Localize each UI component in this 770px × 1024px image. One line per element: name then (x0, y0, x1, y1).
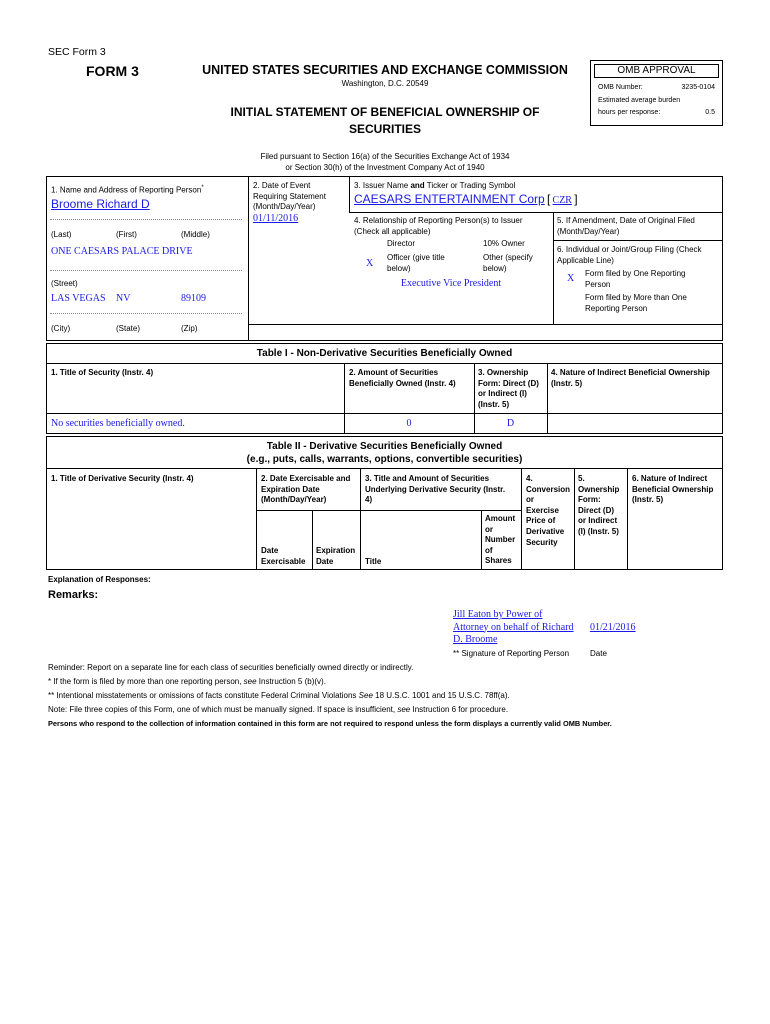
ten-percent-owner-label: 10% Owner (483, 239, 525, 248)
remarks-heading: Remarks: (48, 589, 99, 601)
explanation-of-responses: Explanation of Responses: (48, 575, 151, 584)
event-date-label: 2. Date of Event Requiring Statement (Month/Day/Year) (253, 181, 326, 211)
filed-pursuant-line2: or Section 30(h) of the Investment Company Act of 1940 (285, 163, 485, 172)
city-label: (City) (51, 324, 71, 333)
table2-sub-amount: Amount or Number of Shares (485, 514, 516, 565)
statement-title-line1: INITIAL STATEMENT OF BENEFICIAL OWNERSHIP OF (230, 105, 540, 119)
filing-type-label: 6. Individual or Joint/Group Filing (Check Applicable Line) (557, 245, 702, 265)
street-label: (Street) (51, 279, 78, 288)
omb-approval-box (590, 60, 723, 126)
signature-date-value: 01/21/2016 (590, 622, 636, 633)
statement-title-line2: SECURITIES (348, 122, 421, 136)
multiple-filer-note: * If the form is filed by more than one reporting person, see Instruction 5 (b)(v). (48, 677, 326, 686)
single-filer-checkmark: X (567, 273, 575, 284)
officer-checkmark: X (366, 258, 374, 269)
form-number: FORM 3 (86, 63, 139, 79)
single-filer-label: Form filed by One Reporting Person (585, 269, 686, 289)
last-name-label: (Last) (51, 230, 72, 239)
copies-note: Note: File three copies of this Form, one of which must be manually signed. If space is insufficient, see Instruction 6 for procedure. (48, 705, 509, 714)
omb-persons-note: Persons who respond to the collection of information contained in this form are not required to respond unless the form displays a currently valid OMB Number. (48, 719, 612, 728)
signature-value: Jill Eaton by Power of Attorney on behalf of Richard D. Broome (453, 609, 574, 645)
multiple-filer-label: Form filed by More than One Reporting Person (585, 293, 687, 313)
table2-sub-title: Title (365, 557, 382, 566)
omb-hours-value: 0.5 (705, 109, 715, 116)
relationship-label: 4. Relationship of Reporting Person(s) to Issuer (Check all applicable) (354, 216, 523, 236)
state-value: NV (116, 293, 131, 304)
issuer-ticker: CZR (552, 195, 572, 206)
agency-title: UNITED STATES SECURITIES AND EXCHANGE COMMISSION (202, 63, 568, 77)
issuer-name: CAESARS ENTERTAINMENT Corp (354, 192, 545, 206)
reporting-person-name: Broome Richard D (51, 197, 150, 211)
omb-hours-label: hours per response: (598, 109, 661, 116)
omb-number-label: OMB Number: (598, 84, 643, 91)
table2-col-ownership: 5. Ownership Form: Direct (D) or Indirect (I) (Instr. 5) (578, 474, 620, 536)
middle-name-label: (Middle) (181, 230, 210, 239)
table1-col-nature: 4. Nature of Indirect Beneficial Ownership (Instr. 5) (551, 368, 710, 388)
omb-burden-label: Estimated average burden (598, 97, 681, 104)
table2-col-title: 1. Title of Derivative Security (Instr. 4) (51, 474, 194, 483)
officer-label: Officer (give title below) (387, 253, 445, 273)
table2-col-dates: 2. Date Exercisable and Expiration Date (Month/Day/Year) (261, 474, 351, 504)
first-name-label: (First) (116, 230, 137, 239)
officer-title-value: Executive Vice President (400, 278, 502, 289)
table2-col-underlying: 3. Title and Amount of Securities Underlying Derivative Security (Instr. 4) (365, 474, 506, 504)
zip-value: 89109 (181, 293, 206, 304)
misstatement-note: ** Intentional misstatements or omissions of facts constitute Federal Criminal Violations See 18 U.S.C. 1001 and 15 U.S.C. 78ff(a). (48, 691, 510, 700)
event-date-value: 01/11/2016 (253, 213, 299, 224)
street-address-value: ONE CAESARS PALACE DRIVE (51, 246, 193, 257)
table1-title: Table I - Non-Derivative Securities Beneficially Owned (256, 348, 513, 359)
omb-number-value: 3235-0104 (681, 84, 715, 91)
omb-approval-title: OMB APPROVAL (594, 64, 719, 78)
signature-label: ** Signature of Reporting Person (453, 649, 570, 658)
table2-sub-date-exercisable: Date Exercisable (261, 546, 306, 566)
reminder-note: Reminder: Report on a separate line for each class of securities beneficially owned directly or indirectly. (48, 663, 414, 672)
table1-col-ownership: 3. Ownership Form: Direct (D) or Indirect (I) (Instr. 5) (478, 368, 539, 409)
table2-sub-expiration-date: Expiration Date (316, 546, 356, 566)
table1-row-amount: 0 (406, 418, 412, 429)
agency-location: Washington, D.C. 20549 (341, 79, 429, 88)
city-value: LAS VEGAS (51, 293, 106, 304)
issuer-name-row: CAESARS ENTERTAINMENT Corp [ CZR ] (354, 192, 578, 206)
amendment-label: 5. If Amendment, Date of Original Filed (Month/Day/Year) (557, 216, 695, 236)
sec-form-label: SEC Form 3 (48, 46, 106, 58)
table1-row-title: No securities beneficially owned. (51, 418, 185, 429)
table2-title: Table II - Derivative Securities Beneficially Owned (e.g., puts, calls, warrants, options, convertible securities) (246, 441, 523, 465)
table1-row-form: D (506, 418, 515, 429)
table1-col-amount: 2. Amount of Securities Beneficially Owned (Instr. 4) (349, 368, 456, 388)
zip-label: (Zip) (181, 324, 198, 333)
issuer-label: 3. Issuer Name and Ticker or Trading Symbol (354, 181, 516, 190)
reporting-person-label: 1. Name and Address of Reporting Person* (51, 185, 204, 195)
date-label: Date (590, 649, 607, 658)
table1-col-title: 1. Title of Security (Instr. 4) (51, 368, 154, 377)
table2-col-nature: 6. Nature of Indirect Beneficial Ownership (Instr. 5) (632, 474, 714, 504)
state-label: (State) (116, 324, 141, 333)
filed-pursuant-line1: Filed pursuant to Section 16(a) of the Securities Exchange Act of 1934 (260, 152, 510, 161)
other-label: Other (specify below) (483, 253, 533, 273)
table2-col-conversion: 4. Conversion or Exercise Price of Derivative Security (526, 474, 571, 547)
director-checkbox-label: Director (387, 239, 416, 248)
